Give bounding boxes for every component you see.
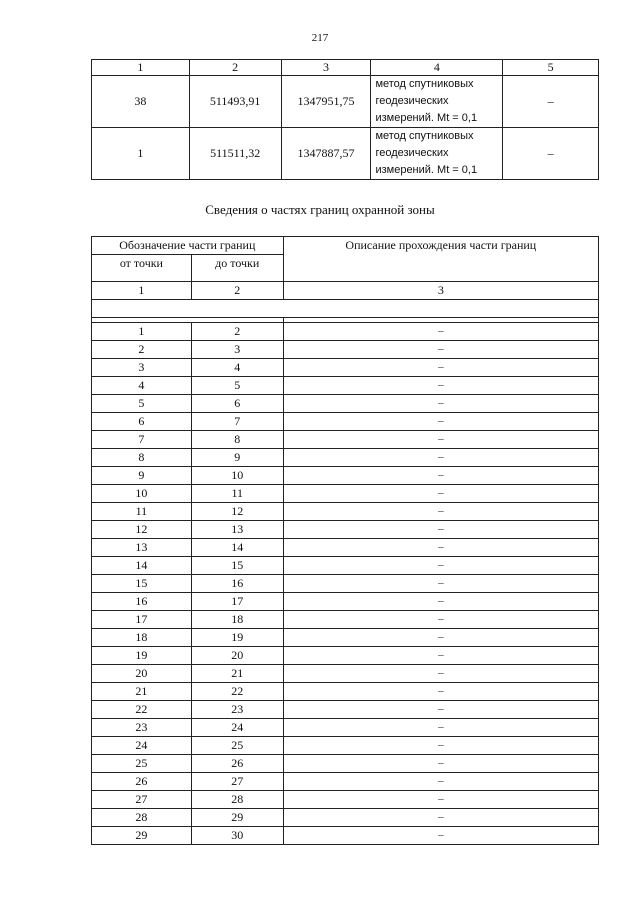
to-point: 27	[191, 773, 283, 791]
to-point: 29	[191, 809, 283, 827]
point-number: 1	[92, 128, 190, 180]
description-cell: –	[283, 755, 598, 773]
table-row	[92, 377, 599, 395]
column-number-cell: 5	[503, 60, 599, 76]
description-cell: –	[283, 809, 598, 827]
from-point: 21	[92, 683, 192, 701]
table-row	[92, 647, 599, 665]
table-row	[92, 449, 599, 467]
from-point: 5	[92, 395, 192, 413]
header-row	[92, 60, 599, 76]
from-point: 22	[92, 701, 192, 719]
description-cell: –	[283, 359, 598, 377]
to-point: 3	[191, 341, 283, 359]
description-cell: –	[283, 323, 598, 341]
to-point: 15	[191, 557, 283, 575]
table-row	[92, 809, 599, 827]
from-point: 26	[92, 773, 192, 791]
to-point: 17	[191, 593, 283, 611]
from-point: 18	[92, 629, 192, 647]
to-point: 30	[191, 827, 283, 845]
to-point: 26	[191, 755, 283, 773]
method-line: метод спутниковых	[375, 78, 474, 90]
to-point: 12	[191, 503, 283, 521]
method-line: измерений. Mt = 0,1	[375, 164, 478, 176]
method-cell	[371, 76, 503, 128]
from-point: 29	[92, 827, 192, 845]
table-row	[92, 719, 599, 737]
table-row	[92, 539, 599, 557]
from-point: 2	[92, 341, 192, 359]
description-cell: –	[283, 485, 598, 503]
from-point: 8	[92, 449, 192, 467]
to-point: 21	[191, 665, 283, 683]
boundary-parts-table	[91, 236, 599, 845]
to-point: 18	[191, 611, 283, 629]
table-row	[92, 701, 599, 719]
method-line: геодезических	[375, 95, 449, 107]
to-point: 13	[191, 521, 283, 539]
note-cell: –	[503, 76, 599, 128]
description-cell: –	[283, 791, 598, 809]
table-row	[92, 359, 599, 377]
description-cell: –	[283, 341, 598, 359]
table-row	[92, 503, 599, 521]
table-row	[92, 76, 599, 128]
to-point: 23	[191, 701, 283, 719]
to-point: 28	[191, 791, 283, 809]
description-cell: –	[283, 701, 598, 719]
from-point: 20	[92, 665, 192, 683]
to-point: 22	[191, 683, 283, 701]
table-row	[92, 341, 599, 359]
description-cell: –	[283, 467, 598, 485]
y-coordinate: 1347887,57	[281, 128, 371, 180]
x-coordinate: 511493,91	[189, 76, 281, 128]
column-number-cell: 3	[281, 60, 371, 76]
table-row	[92, 575, 599, 593]
column-number-row	[92, 282, 599, 300]
method-line: измерений. Mt = 0,1	[375, 112, 478, 124]
description-header: Описание прохождения части границ	[283, 237, 598, 282]
from-point: 15	[92, 575, 192, 593]
from-point: 11	[92, 503, 192, 521]
to-point: 19	[191, 629, 283, 647]
table-row	[92, 683, 599, 701]
note-cell: –	[503, 128, 599, 180]
table-row	[92, 128, 599, 180]
to-point: 14	[191, 539, 283, 557]
table-row	[92, 323, 599, 341]
method-line: геодезических	[375, 147, 449, 159]
from-point: 3	[92, 359, 192, 377]
description-cell: –	[283, 377, 598, 395]
to-point: 5	[191, 377, 283, 395]
from-point: 28	[92, 809, 192, 827]
coordinates-table	[91, 59, 599, 180]
table-row	[92, 431, 599, 449]
column-number-cell: 3	[283, 282, 598, 300]
table-row	[92, 611, 599, 629]
table-row	[92, 467, 599, 485]
column-number-cell: 4	[371, 60, 503, 76]
empty-cell	[92, 300, 599, 318]
table-row	[92, 773, 599, 791]
description-cell: –	[283, 575, 598, 593]
description-cell: –	[283, 665, 598, 683]
description-cell: –	[283, 557, 598, 575]
from-point: 6	[92, 413, 192, 431]
to-point: 11	[191, 485, 283, 503]
to-point: 4	[191, 359, 283, 377]
method-cell	[371, 128, 503, 180]
header-row	[92, 237, 599, 255]
description-cell: –	[283, 413, 598, 431]
from-point: 4	[92, 377, 192, 395]
description-cell: –	[283, 521, 598, 539]
to-point: 6	[191, 395, 283, 413]
to-point: 24	[191, 719, 283, 737]
table-row	[92, 755, 599, 773]
method-line: метод спутниковых	[375, 130, 474, 142]
description-cell: –	[283, 773, 598, 791]
table-row	[92, 629, 599, 647]
x-coordinate: 511511,32	[189, 128, 281, 180]
from-point: 7	[92, 431, 192, 449]
description-cell: –	[283, 647, 598, 665]
to-point: 10	[191, 467, 283, 485]
from-point: 25	[92, 755, 192, 773]
from-point: 23	[92, 719, 192, 737]
column-number-cell: 2	[191, 282, 283, 300]
from-point: 9	[92, 467, 192, 485]
description-cell: –	[283, 503, 598, 521]
point-number: 38	[92, 76, 190, 128]
from-point: 27	[92, 791, 192, 809]
description-cell: –	[283, 395, 598, 413]
to-point: 8	[191, 431, 283, 449]
table-row	[92, 827, 599, 845]
from-point: 19	[92, 647, 192, 665]
description-cell: –	[283, 719, 598, 737]
description-cell: –	[283, 737, 598, 755]
from-point: 24	[92, 737, 192, 755]
y-coordinate: 1347951,75	[281, 76, 371, 128]
description-cell: –	[283, 539, 598, 557]
description-cell: –	[283, 449, 598, 467]
column-number-cell: 1	[92, 282, 192, 300]
from-point: 14	[92, 557, 192, 575]
description-cell: –	[283, 611, 598, 629]
to-point: 7	[191, 413, 283, 431]
table-row	[92, 395, 599, 413]
description-cell: –	[283, 827, 598, 845]
from-point: 12	[92, 521, 192, 539]
table-row	[92, 485, 599, 503]
to-point: 2	[191, 323, 283, 341]
from-point: 16	[92, 593, 192, 611]
table-row	[92, 557, 599, 575]
description-cell: –	[283, 683, 598, 701]
column-number-cell: 2	[189, 60, 281, 76]
table-row	[92, 413, 599, 431]
page-number: 217	[311, 32, 329, 44]
to-point-header: до точки	[191, 255, 283, 282]
description-cell: –	[283, 431, 598, 449]
table-row	[92, 593, 599, 611]
table-row	[92, 737, 599, 755]
from-point: 1	[92, 323, 192, 341]
to-point: 9	[191, 449, 283, 467]
section-title: Сведения о частях границ охранной зоны	[205, 202, 435, 217]
to-point: 16	[191, 575, 283, 593]
to-point: 20	[191, 647, 283, 665]
group-header: Обозначение части границ	[92, 237, 284, 255]
column-number-cell: 1	[92, 60, 190, 76]
from-point: 17	[92, 611, 192, 629]
from-point: 10	[92, 485, 192, 503]
description-cell: –	[283, 629, 598, 647]
table-row	[92, 665, 599, 683]
table-row	[92, 791, 599, 809]
description-cell: –	[283, 593, 598, 611]
to-point: 25	[191, 737, 283, 755]
from-point: 13	[92, 539, 192, 557]
empty-row	[92, 300, 599, 318]
table-row	[92, 521, 599, 539]
from-point-header: от точки	[92, 255, 192, 282]
